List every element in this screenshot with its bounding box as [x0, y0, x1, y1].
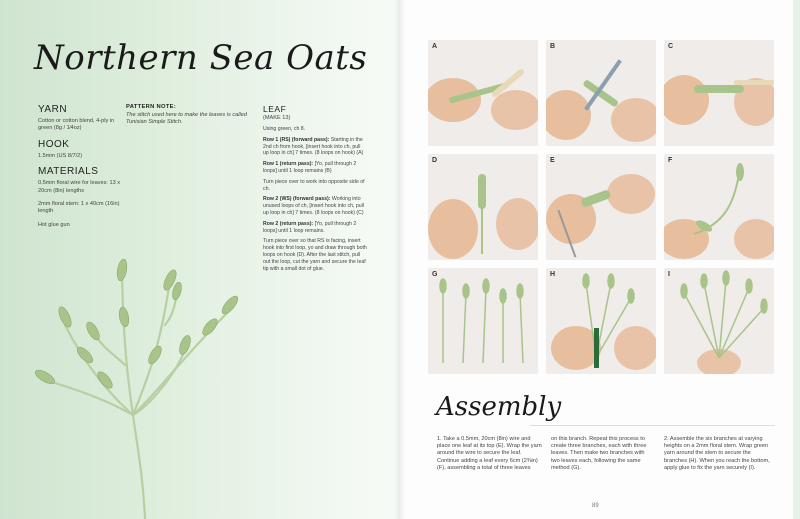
- book-gutter: [394, 0, 406, 519]
- photo-label: D: [432, 157, 438, 164]
- leaf-step: Row 1 (return pass): [Yo, pull through 2 loops] until 1 loop remains (B): [263, 161, 357, 174]
- step-photo-d: [428, 154, 538, 260]
- pattern-note-heading: PATTERN NOTE:: [126, 104, 177, 110]
- yarn-text: Cotton or cotton blend, 4-ply in green (8g / 1⁄4oz): [38, 118, 115, 132]
- leaf-heading: LEAF: [263, 104, 287, 114]
- leaf-make-count: (MAKE 13): [263, 115, 291, 121]
- step-photo-g: [428, 268, 538, 374]
- sea-oats-plant-image: [25, 255, 255, 519]
- photo-label: I: [668, 271, 670, 278]
- step-photo-grid: [428, 40, 774, 374]
- leaf-instructions: [263, 104, 367, 276]
- assembly-step-1-cont: on this branch. Repeat this process to create three branches, each with three leaves. Then make two branches with two leaves each, following the same method (G).: [551, 436, 647, 471]
- leaf-step: Turn piece over to work into opposite side of ch.: [263, 178, 365, 192]
- page-edge: [793, 0, 800, 519]
- photo-label: C: [668, 43, 674, 50]
- pattern-note: [126, 104, 251, 126]
- photo-label: A: [432, 43, 438, 50]
- photo-label: E: [550, 157, 555, 164]
- assembly-step-2: 2. Assemble the six branches at varying heights on a 2mm floral stem. Wrap green yarn around the stem to secure the branches (H). When you reach the bottom, apply glue to fix the yarn securely (I).: [664, 436, 770, 471]
- pattern-note-text: The stitch used here to make the leaves is called Tunisian Simple Stitch.: [126, 112, 247, 126]
- photo-label: F: [668, 157, 673, 164]
- page-number: 89: [592, 503, 599, 509]
- yarn-heading: YARN: [38, 104, 68, 115]
- photo-label: B: [550, 43, 556, 50]
- step-photo-b: [546, 40, 656, 146]
- assembly-step-1: 1. Take a 0.5mm, 20cm (8in) wire and place one leaf at its top (E). Wrap the yarn around the wire to secure the leaf. Continue adding a leaf every 6cm (2⅜in) (F), assembling a total of three leaves: [437, 436, 542, 471]
- leaf-step: Row 2 (WS) (forward pass): Working into unused loops of ch, [insert hook into ch, pull up loop in ch] 7 times. (8 loops on hook) (C): [263, 196, 364, 216]
- materials-item: 2mm floral stem: 1 x 40cm (16in) length: [38, 201, 120, 215]
- leaf-step: Row 2 (return pass): [Yo, pull through 2 loops] until 1 loop remains.: [263, 220, 357, 234]
- step-photo-i: [664, 268, 774, 374]
- pattern-title: Northern Sea Oats: [34, 38, 368, 78]
- assembly-divider: [530, 425, 775, 426]
- leaf-step: Turn piece over so that RS is facing, insert hook into first loop, yo and draw through both loops on hook (D). After the last stitch, pull out the loop, cut the yarn and secure the leaf tip with a small dot of glue.: [263, 238, 367, 272]
- photo-label: H: [550, 271, 556, 278]
- step-photo-a: [428, 40, 538, 146]
- assembly-heading: Assembly: [436, 392, 562, 422]
- leaf-step: Row 1 (RS) (forward pass): Starting in the 2nd ch from hook, [insert hook into ch, pull up loop in ch] 7 times. (8 loops on hook) (A): [263, 136, 364, 157]
- step-photo-f: [664, 154, 774, 260]
- step-photo-c: [664, 40, 774, 146]
- step-photo-e: [546, 154, 656, 260]
- materials-item: Hot glue gun: [38, 221, 70, 228]
- photo-label: G: [432, 271, 438, 278]
- supplies-column: [38, 104, 123, 235]
- hook-text: 1.5mm (US 8/7/2): [38, 152, 83, 159]
- materials-item: 0.5mm floral wire for leaves: 13 x 20cm (8in) lengths: [38, 180, 121, 194]
- leaf-intro: Using green, ch 8.: [263, 126, 306, 132]
- hook-heading: HOOK: [38, 138, 70, 150]
- materials-heading: MATERIALS: [38, 166, 99, 178]
- step-photo-h: [546, 268, 656, 374]
